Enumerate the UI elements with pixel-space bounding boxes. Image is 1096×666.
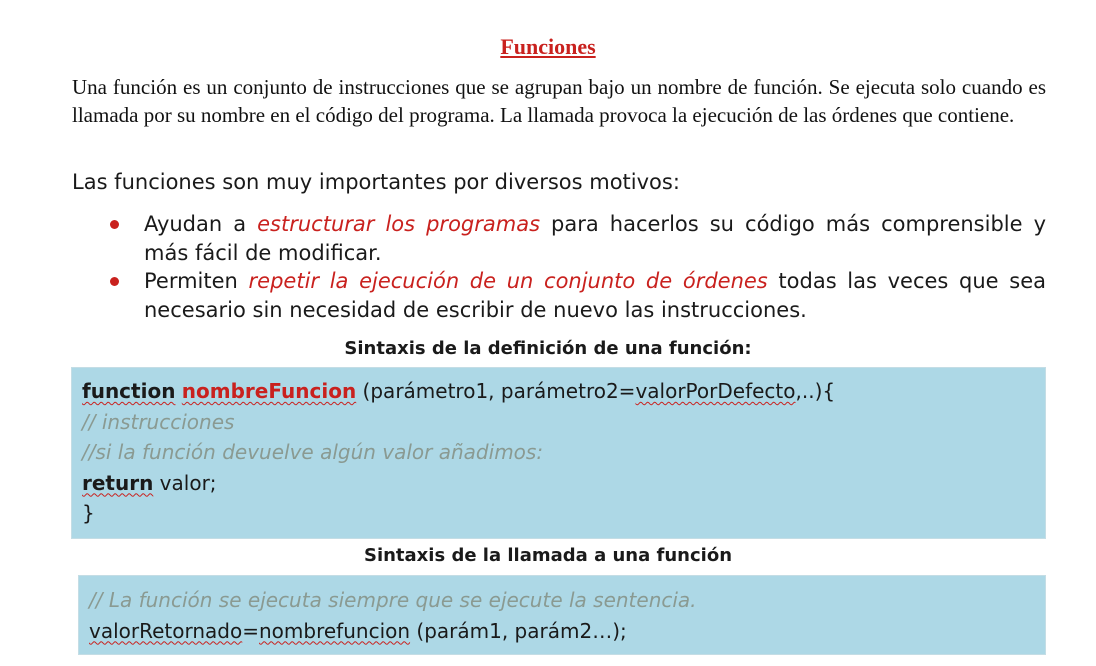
- code-keyword: function: [82, 379, 176, 403]
- bullet-dot-icon: [110, 277, 119, 286]
- bullet-text: todas las veces que sea necesario sin necesidad de escribir de nuevo las instrucciones.: [144, 269, 1046, 322]
- call-code-block: [78, 575, 1046, 655]
- page-title: Funciones: [500, 34, 596, 59]
- code-default-value: valorPorDefecto: [635, 379, 796, 403]
- code-comment: // instrucciones: [82, 409, 235, 434]
- bullet-text: para hacerlos su código más comprensible y más fácil de modificar.: [144, 212, 1047, 265]
- bullet-text: Permiten: [144, 269, 249, 293]
- intro-paragraph: Una función es un conjunto de instrucciones que se agrupan bajo un nombre de función. Se ejecuta solo cuando es llamada por su nombre en el código del programa. La llamada provoca la ejecución de las órdenes que contiene.: [72, 75, 1046, 127]
- code-function-name: nombreFuncion: [181, 379, 357, 403]
- code-closing-brace: }: [82, 501, 95, 525]
- code-args: (parám1, parám2…);: [410, 618, 627, 643]
- reasons-intro: Las funciones son muy importantes por diversos motivos:: [72, 170, 680, 194]
- call-heading: Sintaxis de la llamada a una función: [363, 545, 733, 566]
- bullet-highlight: estructurar los programas: [257, 212, 541, 236]
- list-item: [72, 267, 1046, 324]
- bullet-text: Ayudan a: [144, 212, 258, 236]
- code-equals: =: [242, 618, 259, 643]
- code-line: [82, 376, 1035, 407]
- code-params: (parámetro1, parámetro2=: [356, 379, 636, 403]
- code-comment: //si la función devuelve algún valor añadimos:: [82, 440, 544, 464]
- bullet-dot-icon: [110, 220, 119, 229]
- code-return-value: valor;: [153, 470, 217, 495]
- code-variable: valorRetornado: [89, 618, 243, 643]
- list-item: [72, 210, 1046, 267]
- bullet-highlight: repetir la ejecución de un conjunto de órdenes: [248, 269, 768, 293]
- code-params-close: ,..){: [795, 379, 836, 403]
- definition-code-block: [71, 367, 1046, 539]
- code-comment: // La función se ejecuta siempre que se ejecute la sentencia.: [89, 588, 697, 612]
- code-function-call: nombrefuncion: [259, 618, 411, 643]
- definition-heading: Sintaxis de la definición de una función:: [344, 338, 752, 359]
- code-return-keyword: return: [82, 470, 154, 495]
- reasons-list: [72, 210, 1046, 324]
- code-line: [89, 616, 1035, 647]
- code-line: [82, 468, 1035, 499]
